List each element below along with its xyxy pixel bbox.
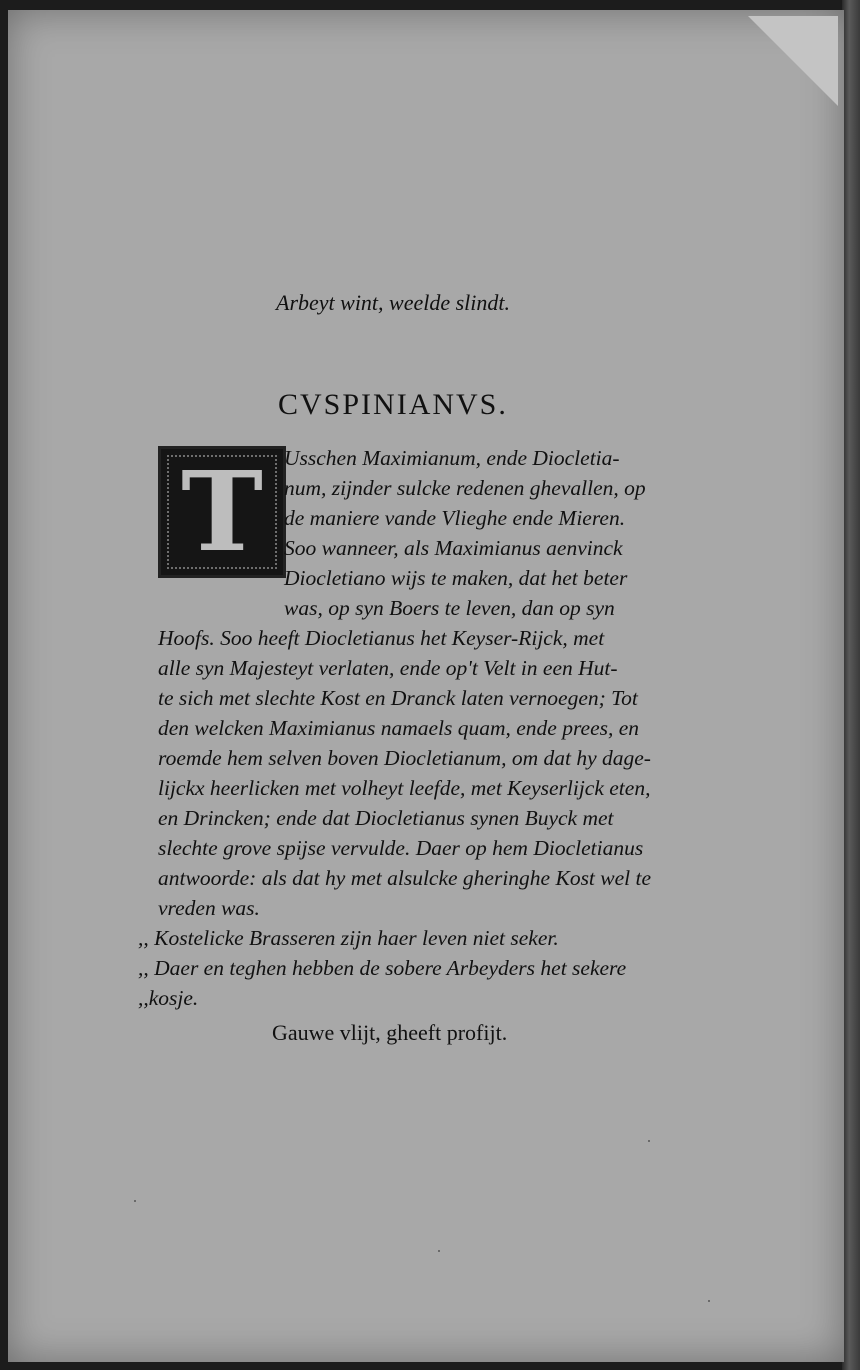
quote-line: ,,kosje. <box>138 986 199 1010</box>
body-line: Usschen Maximianum, ende Diocletia- <box>284 446 620 470</box>
body-line: num, zijnder sulcke redenen ghevallen, op <box>284 476 646 500</box>
motto-bottom: Gauwe vlijt, gheeft profijt. <box>272 1020 508 1045</box>
page-heading: CVSPINIANVS. <box>278 388 508 421</box>
body-line: den welcken Maximianus namaels quam, ende prees, en <box>158 716 640 740</box>
body-line: was, op syn Boers te leven, dan op syn <box>284 596 615 620</box>
paper-speck <box>438 1250 440 1252</box>
paper-speck <box>708 1300 710 1302</box>
folded-corner <box>748 16 838 106</box>
book-spine <box>842 0 860 1370</box>
body-line: Soo wanneer, als Maximianus aenvinck <box>284 536 623 560</box>
body-line: roemde hem selven boven Diocletianum, om dat hy dage- <box>158 746 651 770</box>
body-line: te sich met slechte Kost en Dranck laten vernoegen; Tot <box>158 686 638 710</box>
body-line: alle syn Majesteyt verlaten, ende op't Velt in een Hut- <box>158 656 618 680</box>
quote-line: ,, Daer en teghen hebben de sobere Arbeyders het sekere <box>138 956 627 980</box>
paper-speck <box>134 1200 136 1202</box>
paper-speck <box>648 1140 650 1142</box>
body-line: slechte grove spijse vervulde. Daer op hem Diocletianus <box>158 836 644 860</box>
decorated-initial <box>158 446 286 578</box>
body-line: Diocletiano wijs te maken, dat het beter <box>284 566 628 590</box>
book-page <box>8 10 844 1362</box>
initial-letter: T <box>181 447 263 576</box>
body-line: antwoorde: als dat hy met alsulcke gheringhe Kost wel te <box>158 866 652 890</box>
body-line: de maniere vande Vlieghe ende Mieren. <box>284 506 626 530</box>
quote-line: ,, Kostelicke Brasseren zijn haer leven niet seker. <box>138 926 559 950</box>
motto-top: Arbeyt wint, weelde slindt. <box>276 290 511 315</box>
body-line: vreden was. <box>158 896 260 920</box>
body-line: lijckx heerlicken met volheyt leefde, met Keyserlijck eten, <box>158 776 651 800</box>
body-line: Hoofs. Soo heeft Diocletianus het Keyser-Rijck, met <box>158 626 605 650</box>
body-line: en Drincken; ende dat Diocletianus synen Buyck met <box>158 806 614 830</box>
